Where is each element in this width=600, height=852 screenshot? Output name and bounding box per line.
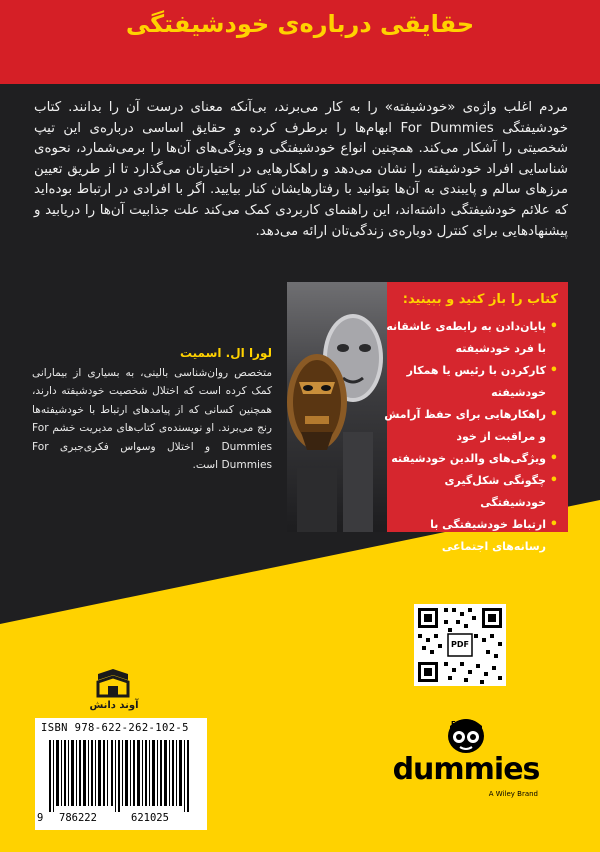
isbn-label: ISBN 978-622-262-102-5	[41, 722, 189, 734]
list-item: • ارتباط خودشیفتگی با رسانه‌های اجتماعی	[378, 514, 558, 558]
qr-code	[414, 604, 506, 686]
list-item: • پایان‌دادن به رابطه‌ی عاشقانه با فرد خودشیفته	[378, 316, 558, 360]
publisher-name: آوند دانش	[89, 700, 139, 711]
wiley-brand-tagline: A Wiley Brand	[488, 790, 538, 798]
list-item: • ویژگی‌های والدین خودشیفته	[378, 448, 558, 470]
author-bio: متخصص روان‌شناسی بالینی، به بسیاری از بیمارانی کمک کرده است که اختلال شخصیت خودشیفته دارند، همچنین کسانی که از پیامدهای ارتباط با خودشیفته‌ها رنج می‌برند. او نویسنده‌ی کتاب‌های مدیریت خشم For Dummies و اختلال وسواس فکری‌جبری For Dummies است.	[32, 367, 272, 472]
isbn-barcode	[35, 718, 207, 830]
website-link[interactable]: www.fordummies.ir	[412, 562, 538, 577]
isbn-digit-left: 9	[37, 812, 44, 824]
isbn-digits-group-2: 621025	[131, 812, 169, 824]
header-band	[0, 0, 600, 84]
list-item: • چگونگی شکل‌گیری خودشیفتگی	[378, 470, 558, 514]
for-word: For	[451, 720, 464, 728]
contents-box	[287, 282, 568, 553]
author-name: لورا ال. اسمیت	[179, 346, 272, 360]
masks-image	[287, 282, 387, 532]
isbn-digits-group-1: 786222	[59, 812, 97, 824]
contents-box-title: کتاب را باز کنید و ببینید:	[402, 292, 558, 307]
dummies-wordmark: dummies	[392, 752, 540, 787]
for-dummies-logo	[386, 716, 546, 806]
contents-list	[378, 316, 558, 558]
cover-title: حقایقی درباره‌ی خودشیفتگی	[125, 10, 475, 38]
publisher-logo-icon	[96, 668, 130, 698]
list-item: • راهکارهایی برای حفظ آرامش و مراقبت از خود	[378, 404, 558, 448]
pdf-badge: PDF	[451, 640, 469, 649]
list-item: • کارکردن با رئیس یا همکار خودشیفته	[378, 360, 558, 404]
book-description: مردم اغلب واژه‌ی «خودشیفته» را به کار می‌برند، بی‌آنکه معنای درست آن را بدانند. کتاب خودشیفتگی For Dummies ابهام‌ها را برطرف کرده و حقایق اساسی درباره‌ی این تیپ شخصیتی را آشکار می‌کند. همچنین انواع خودشیفتگی و ویژگی‌های آن‌ها را برمی‌شمارد، نحوه‌ی شناسایی افراد خودشیفته را نشان می‌دهد و راهکارهایی در اختیارتان می‌گذارد تا از طریق تعیین مرزهای سالم و پایبندی به آن‌ها بتوانید با رفتارهایشان کنار بیایید. اگر با افرادی در ارتباط بوده‌اید که علائم خودشیفتگی داشته‌اند، این راهنمای کاربردی کمک می‌کند علت جذابیت آن‌ها را دریابید و پیشنهادهایی برای کنترل دوباره‌ی زندگی‌تان ارائه می‌دهد.	[34, 100, 568, 239]
